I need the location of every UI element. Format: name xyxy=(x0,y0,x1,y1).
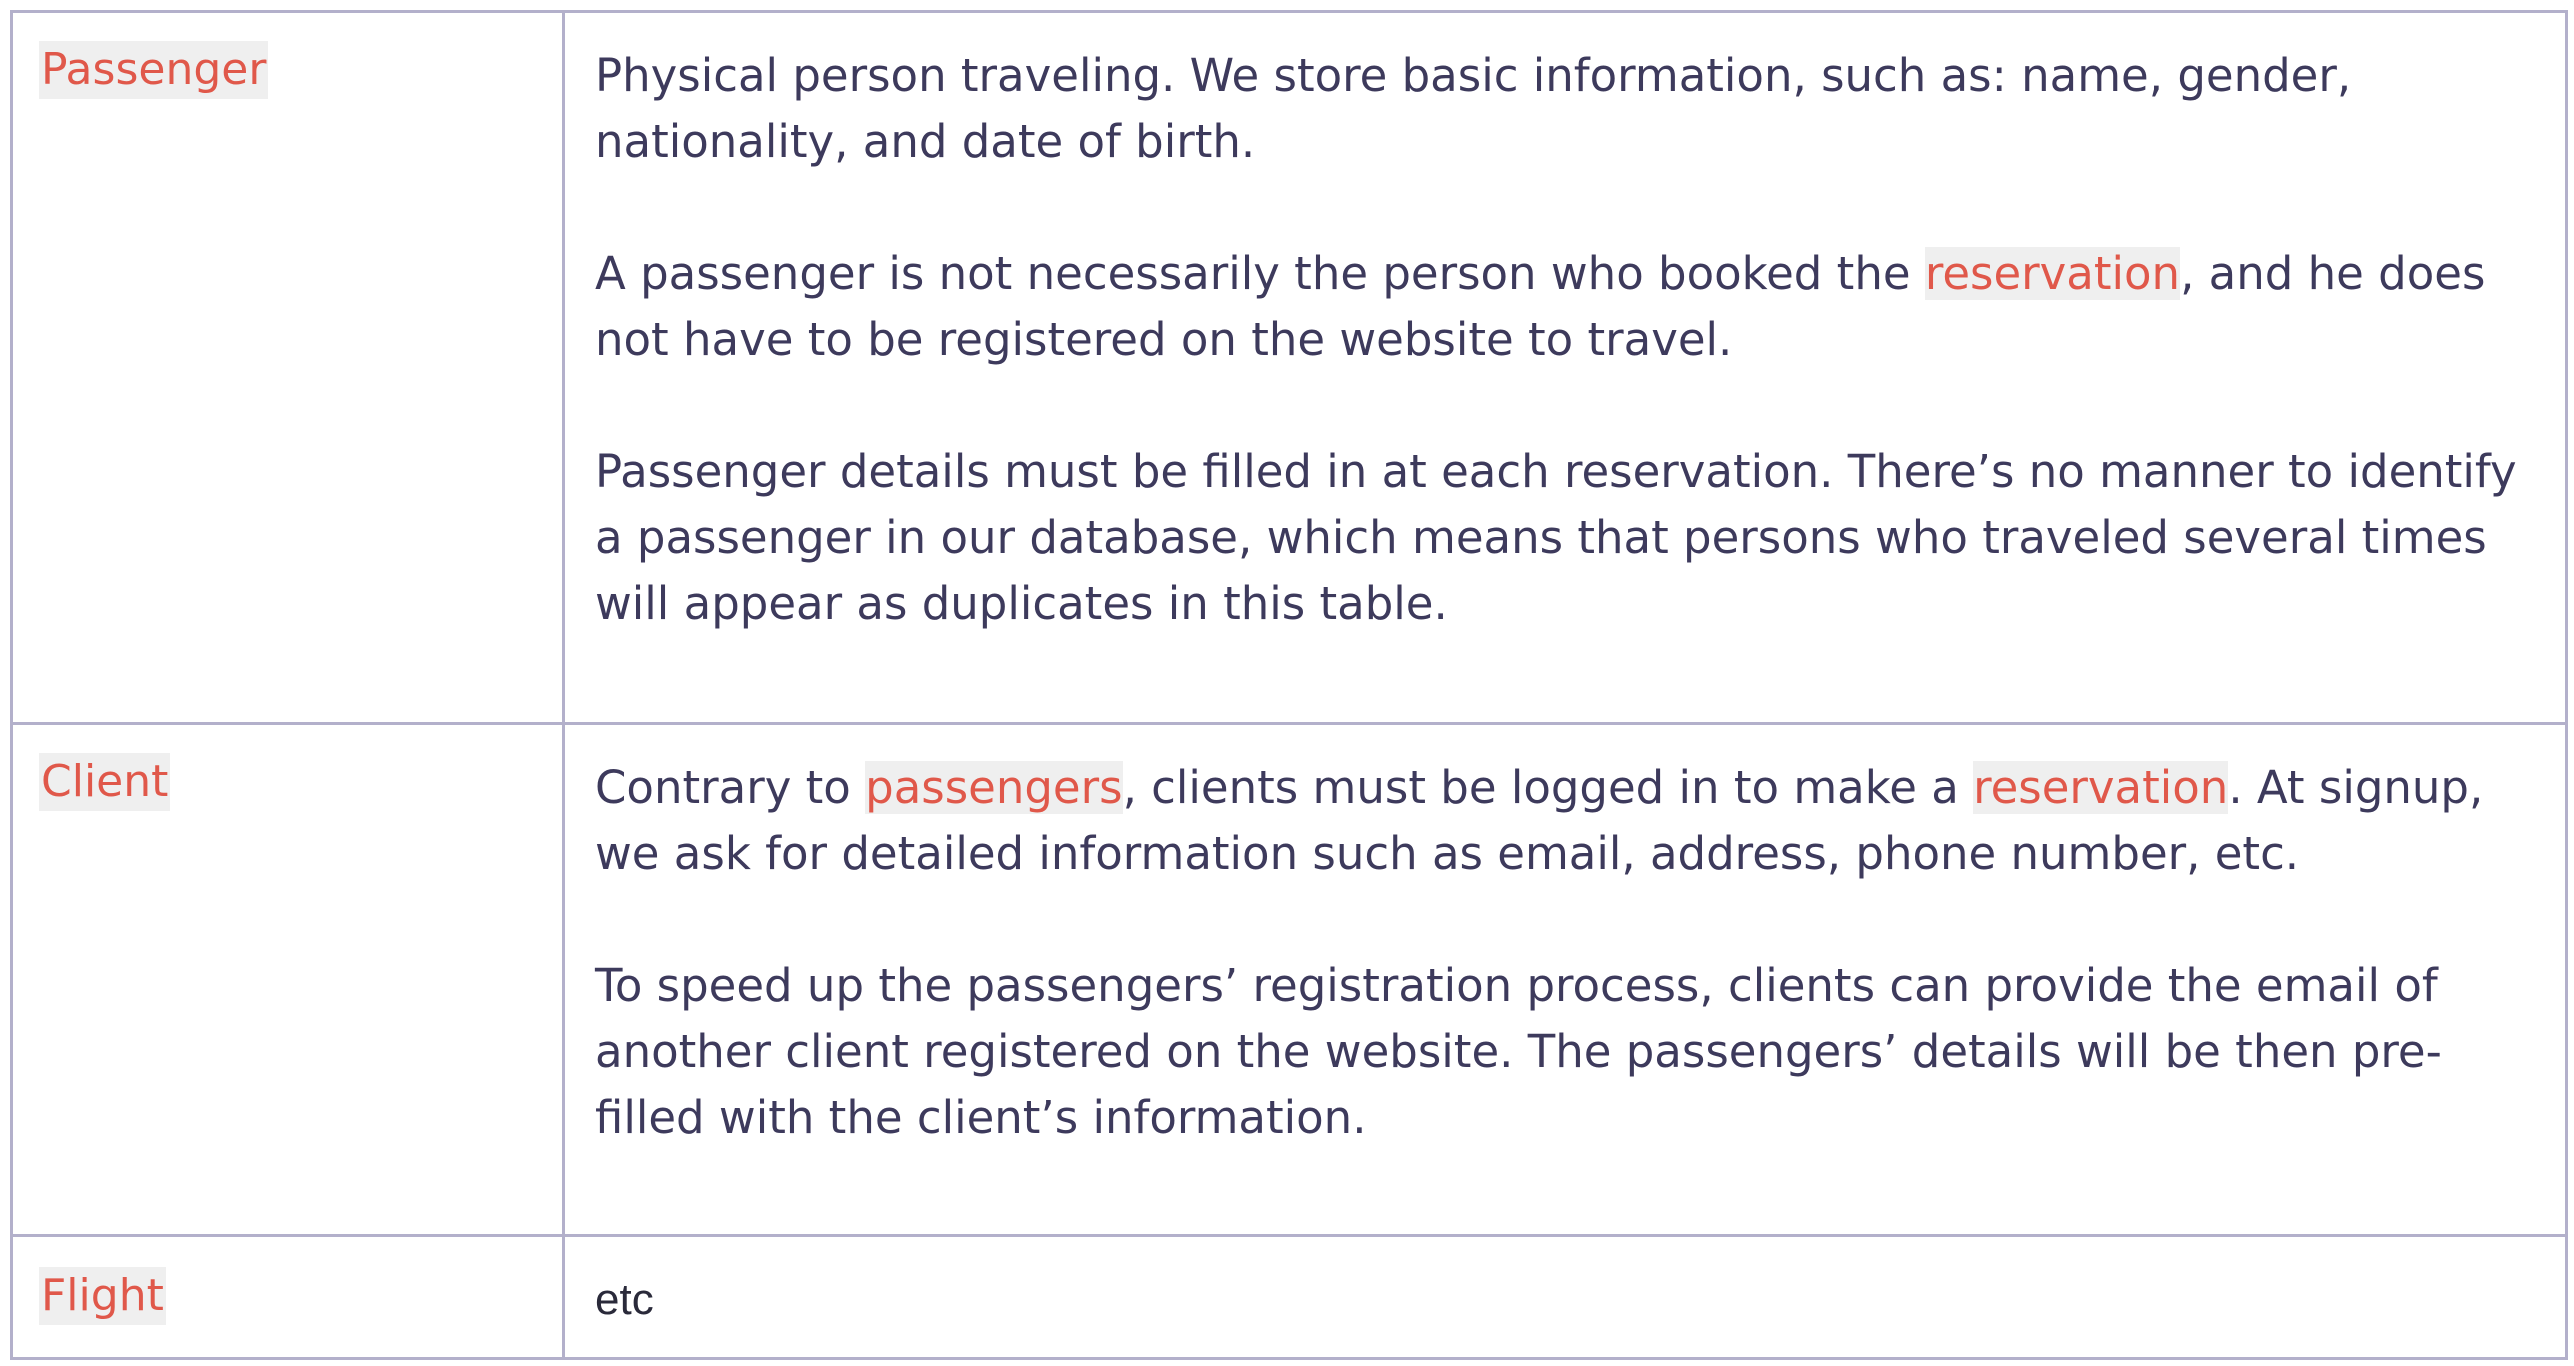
reservation-link[interactable]: reservation xyxy=(1924,247,2181,300)
term-client: Client xyxy=(39,753,170,811)
definition-cell xyxy=(564,12,2567,724)
term-flight: Flight xyxy=(39,1267,166,1325)
definition-cell xyxy=(564,724,2567,1236)
text-segment: , clients must be logged in to make a xyxy=(1122,761,1974,814)
text-segment: . At signup, we ask for detailed information such as email, address, phone number, etc. xyxy=(595,761,2484,880)
table-row xyxy=(12,1236,2567,1359)
definition-paragraph: To speed up the passengers’ registration process, clients can provide the email of another client registered on the website. The passengers’ details will be then pre-filled with the client’s information. xyxy=(595,959,2442,1144)
text-segment: , and he does not have to be registered on the website to travel. xyxy=(595,247,2486,366)
definition-cell xyxy=(564,1236,2567,1359)
definition-paragraph: Physical person traveling. We store basic information, such as: name, gender, nationality, and date of birth. xyxy=(595,49,2352,168)
passengers-link[interactable]: passengers xyxy=(865,761,1123,814)
glossary-table xyxy=(10,10,2568,1360)
definition-paragraph: Passenger details must be filled in at each reservation. There’s no manner to identify a passenger in our database, which means that persons who traveled several times will appear as duplicates in this table. xyxy=(595,445,2517,630)
term-passenger: Passenger xyxy=(39,41,268,99)
table-row xyxy=(12,12,2567,724)
reservation-link[interactable]: reservation xyxy=(1973,761,2229,814)
definition-text: etc xyxy=(595,1275,654,1324)
table-row xyxy=(12,724,2567,1236)
term-cell xyxy=(12,724,564,1236)
term-cell xyxy=(12,12,564,724)
definition-paragraph xyxy=(595,755,2535,887)
term-cell xyxy=(12,1236,564,1359)
text-segment: A passenger is not necessarily the person who booked the xyxy=(595,247,1925,300)
text-segment: Contrary to xyxy=(595,761,866,814)
definition-paragraph xyxy=(595,241,2535,373)
